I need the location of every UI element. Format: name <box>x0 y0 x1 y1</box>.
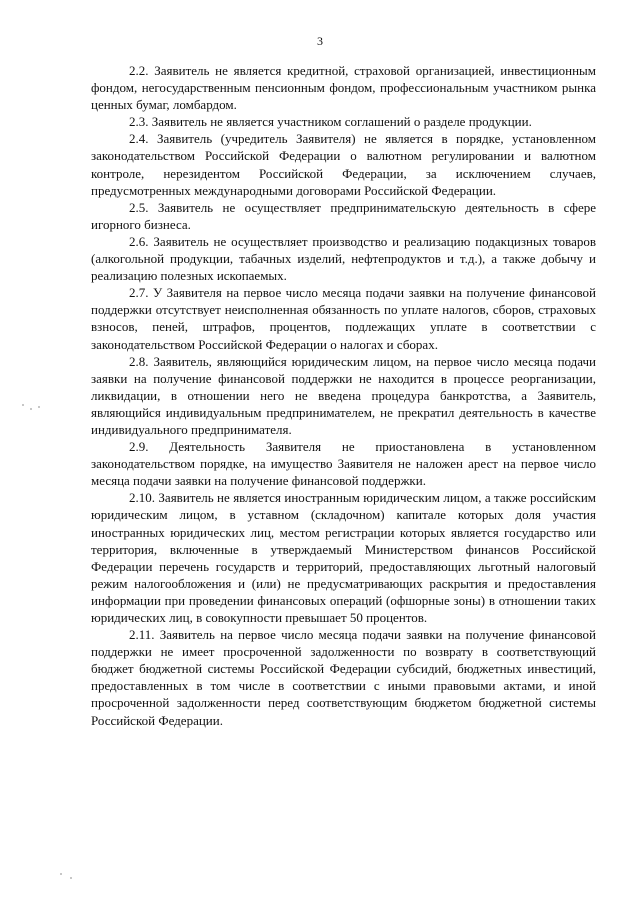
clause-text: Заявитель на первое число месяца подачи заявки на получение финансовой поддержки не имеет просроченной задолженности по возврату в соответствующий бюджет бюджетной системы Российской Федерации субсидий, бюджетных инвестиций, предоставленных в том числе в соответствии с иными правовыми актами, и иной просроченной задолженности перед соответствующим бюджетом бюджетной системы Российской Федерации. <box>91 627 596 728</box>
clause-2-9 <box>91 438 596 489</box>
clause-number: 2.3. <box>129 114 149 130</box>
scan-speck <box>30 408 32 410</box>
clause-text: Заявитель не является иностранным юридическим лицом, а также российским юридическим лицом, в уставном (складочном) капитале которых доля участия иностранных юридических лиц, местом регистрации которых является государство или территория, включенные в утверждаемый Министерством финансов Российской Федерации перечень государств и территорий, предоставляющих льготный налоговый режим налогообложения и (или) не предусматривающих раскрытия и предоставления информации при проведении финансовых операций (офшорные зоны) в отношении таких юридических лиц, в совокупности превышает 50 процентов. <box>91 490 597 625</box>
clause-2-7 <box>91 284 596 352</box>
clause-2-2 <box>91 62 596 113</box>
clause-2-8 <box>91 353 596 438</box>
clause-2-4 <box>91 130 596 198</box>
clause-number: 2.2. <box>129 63 149 78</box>
clause-2-3 <box>91 113 596 130</box>
clause-2-6 <box>91 233 596 284</box>
scan-speck <box>60 873 62 875</box>
clause-text: Заявитель не осуществляет производство и реализацию подакцизных товаров (алкогольной продукции, табачных изделий, нефтепродуктов и т.д.), а также добычу и реализацию полезных ископаемых. <box>91 233 597 284</box>
clause-text: Заявитель, являющийся юридическим лицом, на первое число месяца подачи заявки на получение финансовой поддержки не находится в процессе реорганизации, ликвидации, в отношении него не введена процедура банкротства, а Заявитель, являющийся индивидуальным предпринимателем, не прекратил деятельность в качестве индивидуального предпринимателя. <box>91 353 597 437</box>
document-body <box>91 62 596 729</box>
clause-text: Заявитель не осуществляет предпринимательскую деятельность в сфере игорного бизнеса. <box>91 199 596 232</box>
scan-speck <box>70 877 72 879</box>
clause-text: Заявитель (учредитель Заявителя) не является в порядке, установленном законодательством Российской Федерации о валютном регулировании и валютном контроле, нерезидентом Российской Федерации, за исключением случаев, предусмотренных международными договорами Российской Федерации. <box>91 131 596 198</box>
clause-text: У Заявителя на первое число месяца подачи заявки на получение финансовой поддержки отсутствует неисполненная обязанность по уплате налогов, сборов, страховых взносов, пеней, штрафов, процентов, подлежащих уплате в соответствии с законодательством Российской Федерации о налогах и сборах. <box>91 285 597 352</box>
scan-speck <box>22 404 24 406</box>
scan-speck <box>38 406 40 408</box>
clause-text: Заявитель не является кредитной, страховой организацией, инвестиционным фондом, негосударственным пенсионным фондом, профессиональным участником рынка ценных бумаг, ломбардом. <box>91 63 597 113</box>
page-number: 3 <box>317 34 323 48</box>
clause-number: 2.5. <box>129 199 149 215</box>
clause-number: 2.4. <box>129 131 149 147</box>
clause-number: 2.8. <box>129 353 149 369</box>
clause-2-5 <box>91 199 596 233</box>
clause-2-10 <box>91 489 596 626</box>
clause-number: 2.9. <box>129 439 149 455</box>
clause-2-11 <box>91 626 596 729</box>
clause-number: 2.10. <box>129 490 155 506</box>
clause-number: 2.6. <box>129 233 149 249</box>
clause-number: 2.7. <box>129 285 149 301</box>
clause-text: Деятельность Заявителя не приостановлена в установленном законодательством порядке, на имущество Заявителя не наложен арест на первое число месяца подачи заявки на получение финансовой поддержки. <box>91 439 596 489</box>
clause-text: Заявитель не является участником соглашений о разделе продукции. <box>151 114 532 130</box>
clause-number: 2.11. <box>129 627 155 643</box>
